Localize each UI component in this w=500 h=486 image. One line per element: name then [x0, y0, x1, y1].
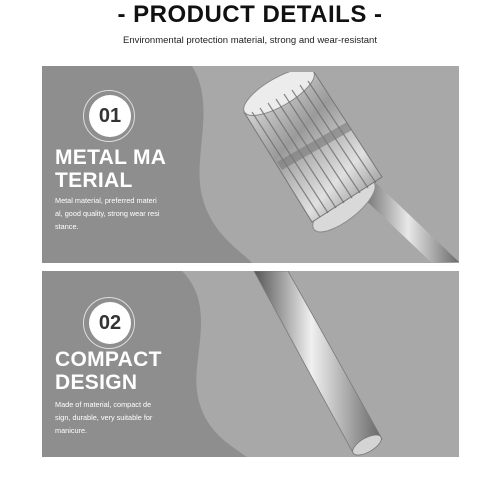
nail-drill-bit-shank-image: [242, 271, 459, 457]
feature-heading-line2: TERIAL: [55, 169, 133, 192]
feature-heading-line1: METAL MA: [55, 146, 167, 169]
feature-heading-line2: DESIGN: [55, 371, 138, 394]
feature-description-line1: Metal material, preferred materi: [55, 196, 157, 205]
feature-panel-metal-material: [42, 66, 459, 263]
feature-description-line3: stance.: [55, 222, 79, 231]
feature-description-line2: al, good quality, strong wear resi: [55, 209, 160, 218]
feature-panel-compact-design: [42, 271, 459, 457]
feature-description-line2: sign, durable, very suitable for: [55, 413, 153, 422]
nail-drill-bit-head-image: [232, 72, 459, 263]
feature-number-badge: 01: [89, 95, 131, 137]
feature-description-line1: Made of material, compact de: [55, 400, 152, 409]
page-subtitle: Environmental protection material, strong and wear-resistant: [123, 35, 377, 46]
feature-heading-line1: COMPACT: [55, 348, 162, 371]
page-title: - PRODUCT DETAILS -: [117, 1, 383, 28]
feature-description-line3: manicure.: [55, 426, 88, 435]
feature-number-badge: 02: [89, 302, 131, 344]
